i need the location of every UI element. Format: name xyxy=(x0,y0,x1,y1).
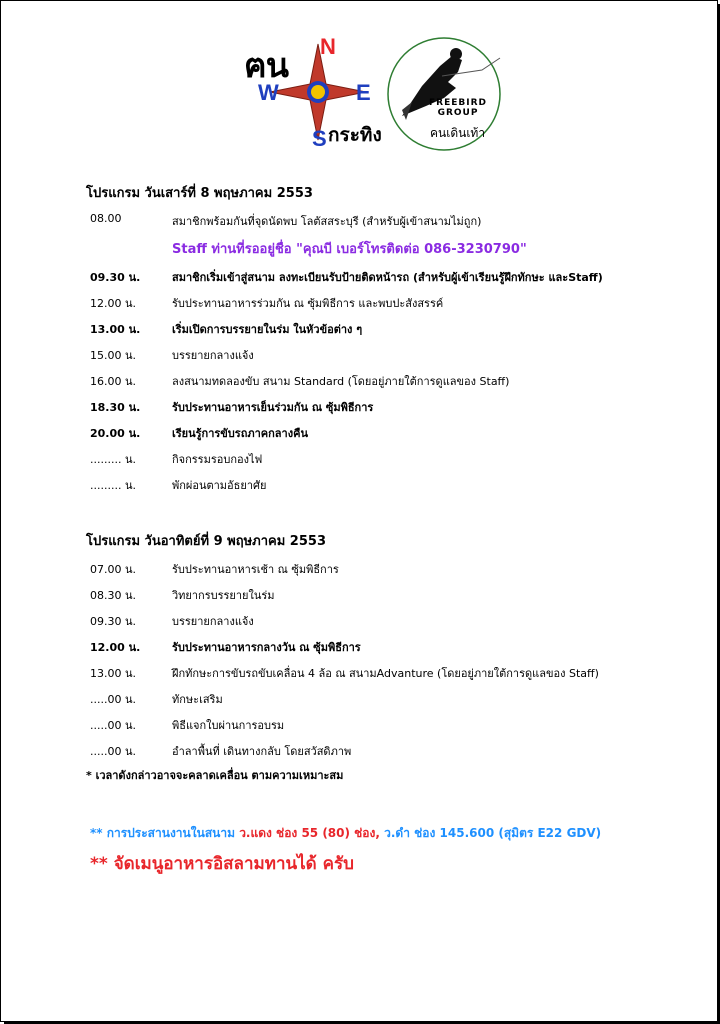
compass-n: N xyxy=(320,34,336,59)
staff-contact-note: Staff ท่านที่รออยู่ชื่อ "คุณบี เบอร์โทรติดต่อ 086-3230790" xyxy=(172,242,527,257)
coord-red-channel: ว.แดง ช่อง 55 (80) ช่อง, xyxy=(239,826,380,840)
coord-prefix: ** การประสานงานในสนาม xyxy=(90,826,235,840)
logo-khon-text: ฅน xyxy=(244,46,288,86)
time-disclaimer: * เวลาดังกล่าวอาจจะคลาดเคลื่อน ตามความเหมาะสม xyxy=(86,769,344,782)
freebird-sub-text: คนเดินเท้า xyxy=(430,126,486,140)
halal-menu-note: ** จัดเมนูอาหารอิสลามทานได้ ครับ xyxy=(90,854,354,874)
radio-coordination xyxy=(90,824,601,843)
logo-kraching-text: กระทิง xyxy=(328,124,382,146)
sunday-title: โปรแกรม วันอาทิตย์ที่ 9 พฤษภาคม 2553 xyxy=(86,534,326,549)
compass-w: W xyxy=(258,80,279,105)
compass-e: E xyxy=(356,80,371,105)
coord-rest: ว.ดำ ช่อง 145.600 (สุมิตร E22 GDV) xyxy=(384,826,602,840)
freebird-group-text: FREEBIRD GROUP xyxy=(429,98,487,118)
saturday-title: โปรแกรม วันเสาร์ที่ 8 พฤษภาคม 2553 xyxy=(86,186,313,201)
compass-s: S xyxy=(312,126,327,150)
